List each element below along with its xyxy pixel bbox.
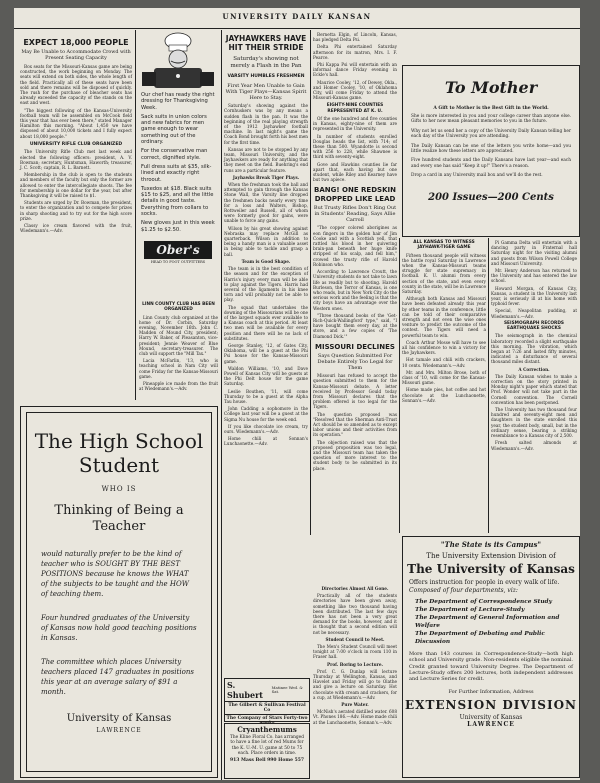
article-paragraph: McNish's aerated distilled water. 608 Vt. Phones 186.—Adv. Home made chili at the Lunchaonette, Sonnan's.—Adv. xyxy=(313,709,397,725)
article-paragraph: Wilson by his great showing against Nebraska may replace McGill as quarterback. Wilson in addition to being a handy man is a valuable asset in being able to tackle and grasp a ball. xyxy=(224,225,308,257)
shubert-company: The Gilbert & Sullivan Festival Co xyxy=(225,701,309,714)
article-paragraph: Saturday's showing against the Cornhuskers was by any means a sudden flash in the pan. It was the beginning of the real playing strength of the 1912 Jayhawker football machine. In last night's game the Coach Bond brought forth his best men for the first time. xyxy=(224,103,308,145)
article-paragraph: Box seats for the Missouri-Kansas game are being constructed, the work beginning on Monday. The seats will extend on both sides, the whole length of the field. Practically all of these seats have been sold and there remains will be disposed of quickly. The rush for the purchase of bleacher seats has already exceeded the capacity of the stands on the east and west. xyxy=(20,64,132,106)
subhead-water: Pure Water. xyxy=(341,702,369,708)
to-mother-ad xyxy=(402,65,580,237)
article-paragraph: The University has two thousand four hundred and seventy-eight men and daughters in the state enrolled this year, the student body, small, but in the ordinary sense, bearing a striking resemblance to a Kansas city of 2,500. xyxy=(491,407,577,439)
cryanthemums-body: The Kline Floral Co. has arranged to have a fine lot of red Mums for the K. U.-M. U. game at 50 to 75 each. Place orders in time. xyxy=(230,735,304,756)
subhead-team: Team is Good Shape. xyxy=(241,258,291,264)
headline-linn-county: LINN COUNTY CLUB HAS BEEN ORGANIZED xyxy=(142,302,215,313)
obers-logo: Ober's xyxy=(144,241,212,259)
article-paragraph: "The biggest following of the Kansas-University football team will be assembled on McCook field this year that has ever been there," stated Manager Hamilton this morning. "About 1,450 we have disposed of about 10,000 tickets and I fully expect about 18,000 people." xyxy=(20,107,132,139)
headline-rifle-club: UNIVERSITY RIFLE CLUB ORGANIZED xyxy=(29,141,123,147)
subhead-redskin: But Trusty Rifles Don't Ring Out in Students' Reading, Says Allie Carroll xyxy=(313,205,397,224)
hs-who: WHO IS xyxy=(101,485,137,493)
ad-line: Tuxedos at $18. Black suits $15 to $25, and all the little details in good taste. Everything from collars to socks. xyxy=(141,185,214,218)
column-rule xyxy=(310,30,311,535)
article-paragraph: Home made pies, hot coffee and hot chocolate at the Lunchaonette, Sonnan's.—Adv. xyxy=(402,387,486,403)
article-paragraph: Students are urged by Dr. Bowman, the president, to enter the organization and to compete for prizes in sharp shooting and to try out for the high score prize. xyxy=(20,200,132,221)
article-paragraph: Linn County club organized at the home of Dr. Corbin, Saturday evening, November 16th. John C. Madden of Mound City, president; Harry W. Baker, of Pleasanton, vice-president; Jennie Weaver of Blue Mound, secretary-treasurer. The club will support the "Mill Tax." xyxy=(139,314,218,357)
article-paragraph: John Cadding a sophomore in the College last year will be a guest at the Sigma Nu house for the week end. xyxy=(224,406,308,422)
ad-line: New gloves just in this week $1.25 to $2.50. xyxy=(141,220,215,233)
article-paragraph: Leslie Bouthen, '11, will come Thursday to be a guest at the Alpha Tau house. xyxy=(224,388,308,404)
ext-flag: "The State is its Campus" xyxy=(440,540,542,549)
chef-illustration xyxy=(138,32,218,90)
column-rule xyxy=(221,30,222,780)
subhead-break: Jayhawks Break Tiger Plays. xyxy=(232,174,300,180)
ad-line: Sack suits in union colors and new fabrics for men game enough to wear something out of the ordinary. xyxy=(141,113,207,146)
hs-footer-university: University of Kansas xyxy=(66,713,172,724)
column-4-bottom xyxy=(313,586,397,778)
headline-all-kansas: ALL KANSAS TO WITNESS JAYHAWK-TIGER GAME xyxy=(413,240,475,251)
column-rule xyxy=(488,238,489,533)
masthead: UNIVERSITY DAILY KANSAN xyxy=(14,8,580,29)
ext-footer-title: EXTENSION DIVISION xyxy=(404,698,578,713)
ext-line-3: Offers instruction for people in every walk of life. xyxy=(409,579,560,586)
ext-footer-lawrence: LAWRENCE xyxy=(467,721,515,729)
subhead-missouri: Says Question Submitted For Debate Entirely Too Legal for Them xyxy=(317,353,393,372)
article-paragraph: Gove and Hawkins counties lie far apart that, each having but one student, while Riley and Kearney have but two apiece. xyxy=(313,161,397,183)
article-paragraph: Bernetta Elgin, of Lincoln, Kansas, has pledged Delta Psi. xyxy=(313,32,397,43)
article-paragraph: The Daily Kansan wishes to make a correction on the story printed in Monday night's paper which stated that Prof. Wonder will not take part in the Cornell convention. The Cornell convention has been postponed. xyxy=(491,373,577,405)
ad-line: For the conservative man correct, dignified style. xyxy=(141,148,208,161)
newspaper-page xyxy=(14,8,580,780)
subhead-lecture: Prof. Boring to Lecture. xyxy=(327,661,383,667)
subhead-expect: May Be Unable to Accommodate Crowd with Present Seating Capacity xyxy=(21,50,131,61)
shubert-name: S. Shubert xyxy=(227,680,264,700)
ext-department: The Department of Lecture-Study xyxy=(415,607,525,613)
article-paragraph: Fresh salted almonds at Wiedemann's.—Adv. xyxy=(491,440,577,451)
hs-body-3: The committee which places University teachers placed 147 graduates in positions this year at an average salary of $91 a month. xyxy=(41,658,194,696)
flag-varsity: VARSITY HUMBLES FRESHMEN xyxy=(227,74,305,79)
article-paragraph: Waldon Williams, '10, and Dave Powell of Kansas City will be guests at the Phi Delt house for the game Saturday. xyxy=(224,365,308,387)
hs-body-2: Four hundred graduates of the University of Kansas now hold good teaching positions in Kansas. xyxy=(41,614,197,642)
headline-missouri: MISSOURI DECLINES xyxy=(315,342,395,351)
subhead-directories: Directories Almost All Gone. xyxy=(321,586,389,591)
subhead-council: Student Council to Meet. xyxy=(325,636,385,642)
ad-line: Our chef has ready the right dressing for Thanksgiving Week. xyxy=(141,92,215,111)
article-paragraph: George Stanley, '12, of Gates City, Oklahoma, will be a guest at the Phi Psi house for the Kansas-Missouri game. xyxy=(224,342,308,364)
mother-paragraph: Why not let us send her a copy of the University Daily Kansan telling her each day of the University you are attending. xyxy=(411,128,571,140)
article-paragraph: Hot tamale and chili with crackers, 10 cents. Wiedemann's.—Adv. xyxy=(402,357,486,368)
ext-line-4: Composed of four departments, viz: xyxy=(409,586,518,594)
cryanthemums-footer: 913 Mass Bell 990 Home 557 xyxy=(230,758,304,764)
article-paragraph: Fifteen thousand people will witness the battle royal Saturday in Lawrence when the Kansas-Missouri teams struggle for state supremacy in football. K. U. alumni from every section of the state, and even every county in the state, will be in Lawrence Saturday. xyxy=(402,252,486,295)
ext-more-info: For Further Information, Address xyxy=(448,689,534,696)
article-paragraph: The seismograph in the chemical laboratory recorded a slight earthquake this morning. The vibration, which began at 7:26 and lasted fifty minutes, indicated a disturbance of several thousand miles distant. xyxy=(491,333,577,365)
article-paragraph: The question proposed was "Resolved that the Sherman Anti-Trust Act should be so amended as to except labor unions and their activities from its operation." xyxy=(313,411,397,438)
ext-department: The Department of Correspondence Study xyxy=(415,599,552,605)
article-paragraph: Coach Arthur Mosse will have to see all his confidence to win a victory for the Jayhawkers. xyxy=(402,339,486,356)
cryanthemums-title: Cryanthemums xyxy=(237,725,297,734)
article-paragraph: Maurice Cooley, '12, of Dewey, Okla., and Homer Cooley, '10, of Oklahoma City, will come Friday to attend the Missouri-Kansas game. xyxy=(313,79,397,101)
ext-line-1: The University Extension Division of xyxy=(426,552,556,560)
headline-seismograph: SEISMOGRAPH RECORDS EARTHQUAKE SHOCKS xyxy=(503,320,565,332)
headline-redskin: BANG! ONE REDSKIN DROPPED LIKE LEAD xyxy=(314,186,396,203)
article-paragraph: Of the one hundred and five counties in Kansas, eighty-nine of them are represented in the University. xyxy=(313,116,397,132)
article-paragraph: If you like chocolate ice cream, try ours. Wiedemann's.—Adv. xyxy=(224,423,308,434)
article-paragraph: Phi Kappa Psi will entertain with an informal dance Friday evening in Eckle's hall. xyxy=(313,62,397,78)
mother-paragraph: Five hundred students and the Daily Kansans have last year—and each and every one has said "Keep it up!" There's a reason. xyxy=(411,158,571,169)
shubert-matinee: Matinee Wed. & Sat. xyxy=(271,684,303,694)
article-paragraph: The Men's Student Council will meet tonight at 7:00 o'clock in room 110 in Fraser hall. xyxy=(313,644,397,660)
article-paragraph: Classy ice cream flavored with the fruit, Wiedemann's.—Adv. xyxy=(20,222,132,234)
subhead-jayhawkers: Saturday's showing not merely a Flash in the Pan xyxy=(230,56,302,69)
column-3 xyxy=(224,34,308,674)
mother-paragraph: The Daily Kansan can be one of the letters you write home—and you little realize how these letters are appreciated. xyxy=(411,143,571,155)
ad-line: Full dress suits at $35, silk-lined and exactly right throout. xyxy=(141,163,212,183)
hs-footer-lawrence: LAWRENCE xyxy=(96,727,142,734)
obers-tagline: HEAD TO FOOT OUTFITTERS xyxy=(150,259,206,264)
deck-varsity: First Year Men Unable to Gain With Tiger Plays—Kansas Spirit Here to Stay. xyxy=(225,83,307,102)
article-paragraph: Delta Phi entertained Saturday afternoon for its matron, Mrs. I. F. Pearce. xyxy=(313,44,397,60)
article-paragraph: The squad that undertakes the downing of the Missourians will be one of the largest squads ever available to a Kansas coach at this period. At least two men will be available for every position and there will be no lack of substitutes. xyxy=(224,304,308,341)
article-paragraph: Missouri has refused to accept the question submitted to them for the Kansas-Missouri debate. A letter received by Professor Gould today from Missouri declares that the problem offered is too legal for the Tigers. xyxy=(313,373,397,410)
hs-title-2: Student xyxy=(78,453,160,477)
headline-jayhawkers: JAYHAWKERS HAVE HIT THEIR STRIDE xyxy=(225,34,307,52)
article-paragraph: Home chili at Sonnan's Lunchaonette.—Adv. xyxy=(224,436,308,447)
column-5 xyxy=(402,240,486,532)
article-paragraph: Pineapple ice made from the fruit at Wiedemann's.—Adv. xyxy=(139,381,218,392)
column-rule xyxy=(399,238,400,533)
column-rule xyxy=(135,30,136,400)
subhead-correction: A Correction. xyxy=(518,366,550,372)
extension-division-ad xyxy=(402,536,580,778)
ext-department: The Department of Debating and Public Discussion xyxy=(415,631,545,645)
article-paragraph: "Three thousand books of the 'Get-Rich-Quick-Wallingford' type," said, "I have bought them every day, at the store, and a few copies of 'The Diamond Dick.'" xyxy=(313,312,397,339)
ext-body: More than 143 courses in Correspondence-Study—both high school and University grade. Non-residents eligible the nominal. Credit granted toward University Degree. The Department of Lecture-Study offers 200 lectures, both independent addresses and Lecture Series for credit. xyxy=(409,651,573,683)
article-paragraph: The University Rifle Club met last week and elected the following officers: president, A. V. Bowman; secretary, Huntsman, Haworth; treasurer, J. C. Scott; captain, R. L. Barnett. xyxy=(20,149,132,170)
shubert-stars: The Company of Stars Forty-two xyxy=(225,714,309,727)
cryanthemums-ad xyxy=(224,723,310,779)
article-paragraph: Although both Kansas and Missouri have been defeated already this year by other teams in the conference, little can be told of their comparative strength and not even the wise ones venture to predict the outcome of the contest. The Tigers will need a powerful team to win. xyxy=(402,296,486,338)
article-paragraph: When the freshman took the ball and attempted to gain through the Kansas Stone Wall, the Varsity line dropped the freshmen backs nearly every time for a loss and Walters, Bishop, Rottweiler and Russell, all of whom were formerly good for gains, were unable to force any gains. xyxy=(224,182,308,224)
column-2-bottom xyxy=(139,302,218,400)
mother-paragraph: She is more interested in you and your college career than anyone else. Gifts to her now mean pleasant memories to you in the future. xyxy=(411,114,571,125)
article-paragraph: Kansas are not to be stopped by any team, Missouri University, and the Jayhawkers are ready for anything that they meet on the field. Buehring's end runs are a particular feature. xyxy=(224,146,308,173)
article-paragraph: In number of students enrolled Douglas heads the list, with 714; of these than 500. Wyandotte is second with 256 to 228, while Shawnee is third with seventy-eight. xyxy=(313,133,397,160)
article-paragraph: Mr. Henry Anderson has returned to the University and has entered the law school. xyxy=(491,268,577,284)
ext-line-2: The University of Kansas xyxy=(407,562,575,576)
article-paragraph: Lacia McFarlin, '13, who is teaching school in Nam City will come Friday for the Kansas-Missouri game. xyxy=(139,358,218,379)
article-paragraph: Practically all of the students directories have been given away, something like two thousand having been distributed. The last few days there has not been a very great demand for the books, however, and it is thought that a second edition will not be necessary. xyxy=(313,593,397,635)
high-school-student-ad xyxy=(20,406,218,778)
shubert-ad xyxy=(224,678,310,722)
clothing-advertisement xyxy=(138,32,218,302)
headline-counties: EIGHTY-NINE COUNTIES REPRESENTED AT K. U. xyxy=(326,103,384,114)
hs-thinking: Thinking of Being a xyxy=(54,503,184,518)
article-paragraph: The objection raised was that the proposed proposition was too legal, and the Missouri team has taken the question of more interest to the student body to be submitted in its place. xyxy=(313,439,397,471)
mother-paragraph: Drop a card in any University mail box and we'll do the rest. xyxy=(411,173,543,179)
mother-sub: A Gift to Mother is the Best Gift in the World. xyxy=(433,106,549,111)
ext-footer-university: University of Kansas xyxy=(459,714,523,722)
ext-department: The Department of General Information and Welfare xyxy=(415,615,560,629)
column-6 xyxy=(491,240,577,532)
hs-title-1: The High School xyxy=(34,429,204,453)
mother-footer: 200 Issues—200 Cents xyxy=(428,191,554,203)
article-paragraph: According to Lawrence Croutt, the University students do not take to lawn life as readily but to shooting. Harold Burleson, the Terror of Kansas, is one who reads, but in New York City do the serious work and the feeling is that the city boys have an advantage over the Western ones. xyxy=(313,269,397,311)
article-paragraph: The team is in the best condition of the season and for the exception of Harris's injury every man will be able to play against the Tigers. Harris had several of the ligaments in his knee torn and will probably not be able to play. xyxy=(224,266,308,303)
hs-teacher: Teacher xyxy=(92,519,146,534)
column-4 xyxy=(313,32,397,532)
headline-expect: EXPECT 18,000 PEOPLE xyxy=(23,38,129,47)
article-paragraph: Howard Morgan, of Kansas City, Kansas, a student in the University last year, is seriously ill at his home with typhoid fever. xyxy=(491,285,577,307)
article-paragraph: Prof. C. G. Dunlap will lecture Thursday at Wellington, Kansas, and Havelet and Friday will go to Olathe and give a lecture on Saturday. Hot chocolate with cream and crackers, for a cup, at Wiedemann's.—Adv. xyxy=(313,668,397,700)
hs-body-1: would naturally prefer to be the kind of teacher who is SOUGHT BY THE BEST POSITIONS because he knows the WHAT of the subjects to be taught and the HOW of teaching them. xyxy=(41,550,189,598)
article-paragraph: Membership in the club is open to the students and members of the faculty but only the former are allowed to enter the intercollegiate shoots. The fee for membership is one dollar for the year, but after Thanksgiving it will be raised to $1. xyxy=(20,172,132,198)
article-paragraph: "The copper colored aborigines as eon fingers in the golden hair of Jim Cooke and with a Scottish yell, that rattled his blood in her quivering brain-pan beneath her huge knife stripped of his scalp, and fell him," crowed the trusty rifle of Harold Robinson who. xyxy=(313,225,397,267)
column-1 xyxy=(20,38,132,403)
article-paragraph: Special, Neapolitan pudding, at Wiedemann's.—Adv. xyxy=(491,308,577,319)
mother-title: To Mother xyxy=(444,78,538,97)
article-paragraph: Pi Gamma Delta will entertain with a dancing party in Fraternal hall Saturday night for the visiting alumni and guests from Wilson Powell College and Missouri University. xyxy=(491,240,577,266)
article-paragraph: Mr. and Mrs. Milton Brose, both of class of '10, will come for the Kansas-Missouri game. xyxy=(402,369,486,386)
